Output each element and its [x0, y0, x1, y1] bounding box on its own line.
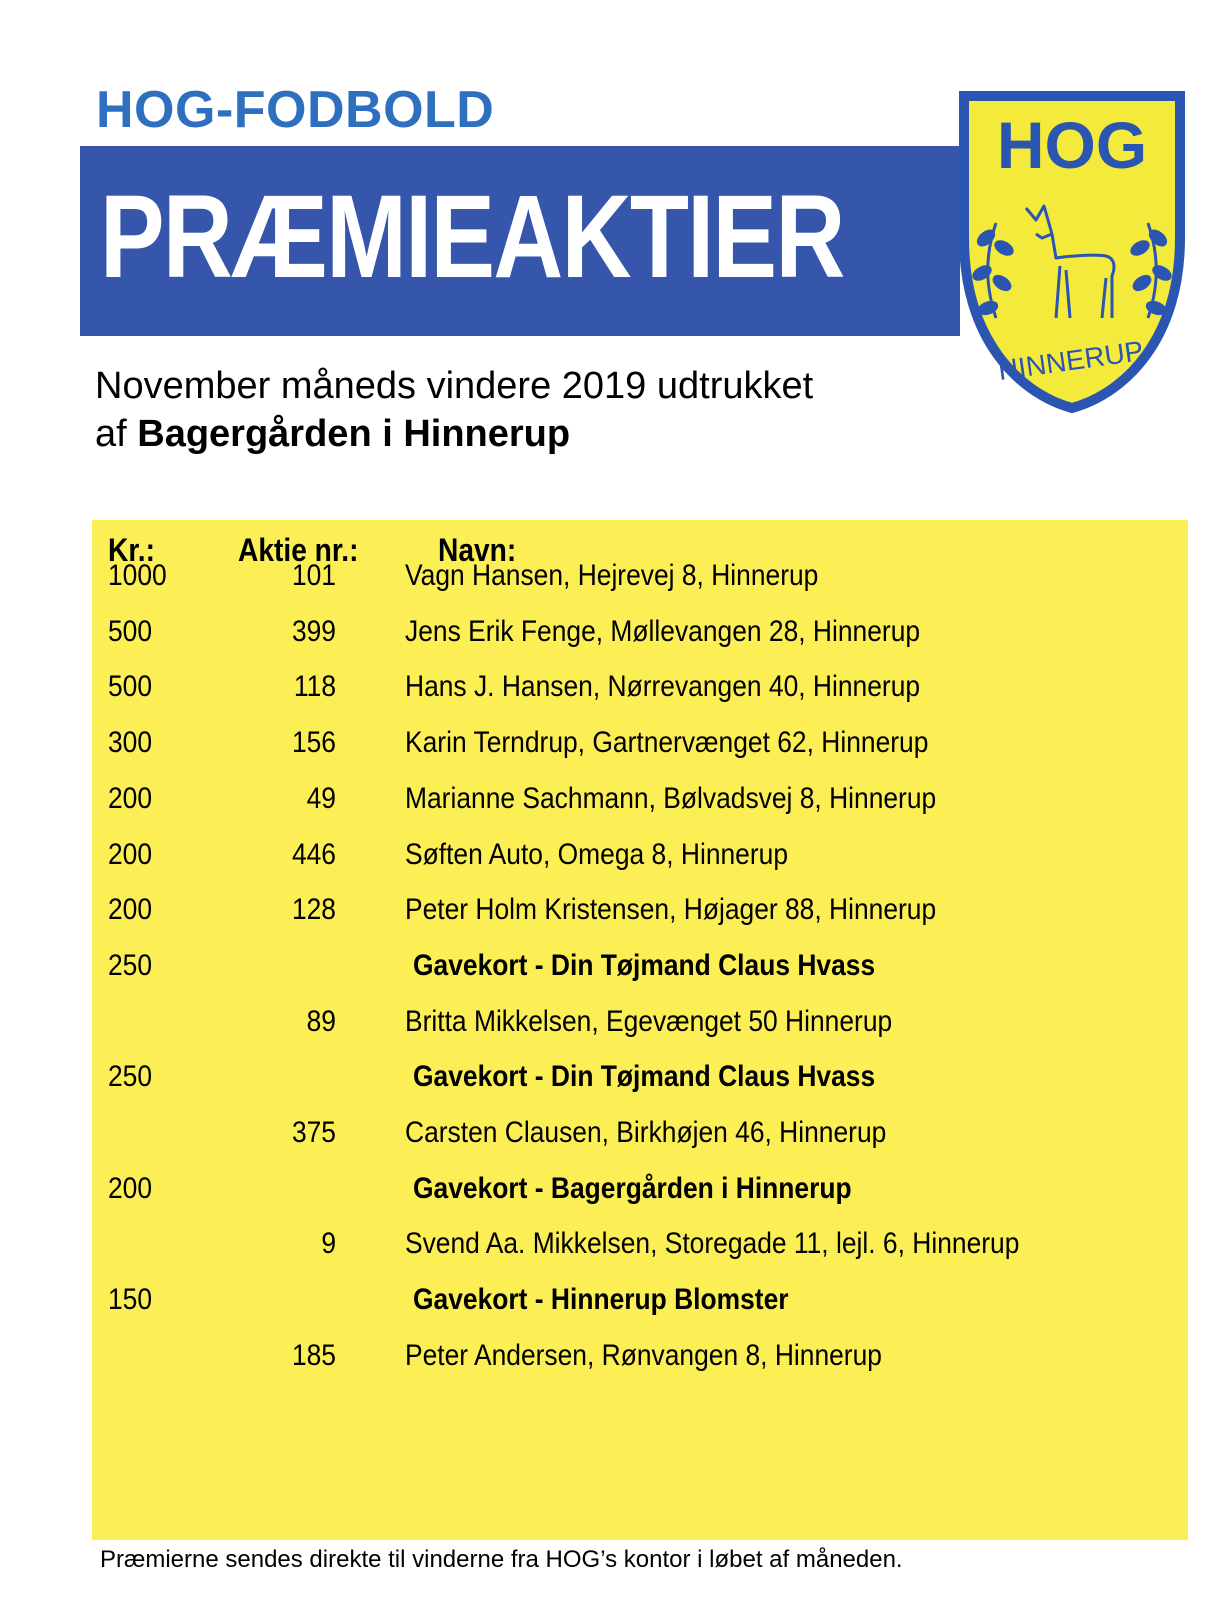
- winner-row: [0, 1113, 1212, 1153]
- club-name: HOG-FODBOLD: [96, 81, 495, 139]
- winner-row: [0, 1002, 1212, 1042]
- crest-bottom-text: HINNERUP: [996, 335, 1146, 387]
- winner-row: [0, 835, 1212, 875]
- winner-name: Britta Mikkelsen, Egevænget 50 Hinnerup: [405, 1004, 893, 1038]
- winner-name: Vagn Hansen, Hejrevej 8, Hinnerup: [405, 559, 819, 592]
- title-banner: [80, 146, 960, 336]
- prize-amount: 200: [108, 893, 153, 927]
- winner-row: [0, 667, 1212, 707]
- page-title: PRÆMIEAKTIER: [100, 171, 844, 303]
- share-number: 446: [291, 837, 336, 871]
- prize-amount: 200: [108, 781, 153, 815]
- subtitle: [95, 362, 813, 458]
- column-header-kr: Kr.:: [108, 532, 155, 568]
- subtitle-line-2: af Bagergården i Hinnerup: [95, 413, 571, 455]
- share-number: 101: [291, 559, 336, 592]
- winner-name: Svend Aa. Mikkelsen, Storegade 11, lejl. 6, Hinnerup: [405, 1227, 1020, 1261]
- share-number: 399: [291, 614, 336, 648]
- winner-name: Carsten Clausen, Birkhøjen 46, Hinnerup: [405, 1116, 887, 1149]
- crest-top-text: HOG: [996, 108, 1148, 182]
- gift-card-row: [0, 1057, 1212, 1097]
- prize-amount: 500: [108, 670, 153, 704]
- gift-card-row: [0, 1280, 1212, 1320]
- prize-amount: 1000: [108, 559, 167, 592]
- deer-crest-icon: [956, 88, 1188, 418]
- share-number: 156: [291, 726, 336, 760]
- winner-row: [0, 556, 1212, 596]
- footnote: Præmierne sendes direkte til vinderne fra HOG’s kontor i løbet af måneden.: [100, 1546, 903, 1573]
- share-number: 49: [306, 781, 336, 815]
- winner-name: Peter Andersen, Rønvangen 8, Hinnerup: [405, 1338, 882, 1372]
- sponsor-name: Bagergården i Hinnerup: [137, 413, 571, 455]
- winner-name: Jens Erik Fenge, Møllevangen 28, Hinnerup: [405, 614, 921, 648]
- prize-amount: 300: [108, 726, 153, 760]
- column-header-navn: Navn:: [438, 532, 517, 568]
- share-number: 185: [291, 1338, 336, 1372]
- subtitle-line-1: November måneds vindere 2019 udtrukket: [95, 365, 814, 407]
- winner-row: [0, 723, 1212, 763]
- column-header-aktie: Aktie nr.:: [238, 532, 359, 568]
- winner-row: [0, 890, 1212, 930]
- share-number: 118: [293, 670, 336, 704]
- prize-amount: 200: [108, 1171, 153, 1205]
- share-number: 375: [291, 1116, 336, 1149]
- winner-name: Gavekort - Bagergården i Hinnerup: [413, 1171, 852, 1205]
- winner-name: Peter Holm Kristensen, Højager 88, Hinnerup: [405, 893, 937, 927]
- gift-card-row: [0, 946, 1212, 986]
- winner-row: [0, 1224, 1212, 1264]
- share-number: 9: [321, 1227, 336, 1261]
- winner-name: Søften Auto, Omega 8, Hinnerup: [405, 837, 789, 871]
- prize-amount: 150: [108, 1283, 153, 1317]
- winner-row: [0, 779, 1212, 819]
- prize-amount: 500: [108, 614, 153, 648]
- winner-name: Gavekort - Din Tøjmand Claus Hvass: [413, 1060, 876, 1094]
- winner-name: Gavekort - Hinnerup Blomster: [413, 1283, 789, 1317]
- share-number: 89: [306, 1004, 336, 1038]
- winner-row: [0, 1336, 1212, 1376]
- gift-card-row: [0, 1169, 1212, 1209]
- share-number: 128: [291, 893, 336, 927]
- prize-amount: 250: [108, 1060, 153, 1094]
- winner-name: Marianne Sachmann, Bølvadsvej 8, Hinnerup: [405, 781, 937, 815]
- winner-row: [0, 612, 1212, 652]
- prize-amount: 200: [108, 837, 153, 871]
- prize-amount: 250: [108, 948, 153, 982]
- winner-name: Gavekort - Din Tøjmand Claus Hvass: [413, 948, 876, 982]
- winner-name: Hans J. Hansen, Nørrevangen 40, Hinnerup: [405, 670, 921, 704]
- winner-name: Karin Terndrup, Gartnervænget 62, Hinnerup: [405, 726, 929, 760]
